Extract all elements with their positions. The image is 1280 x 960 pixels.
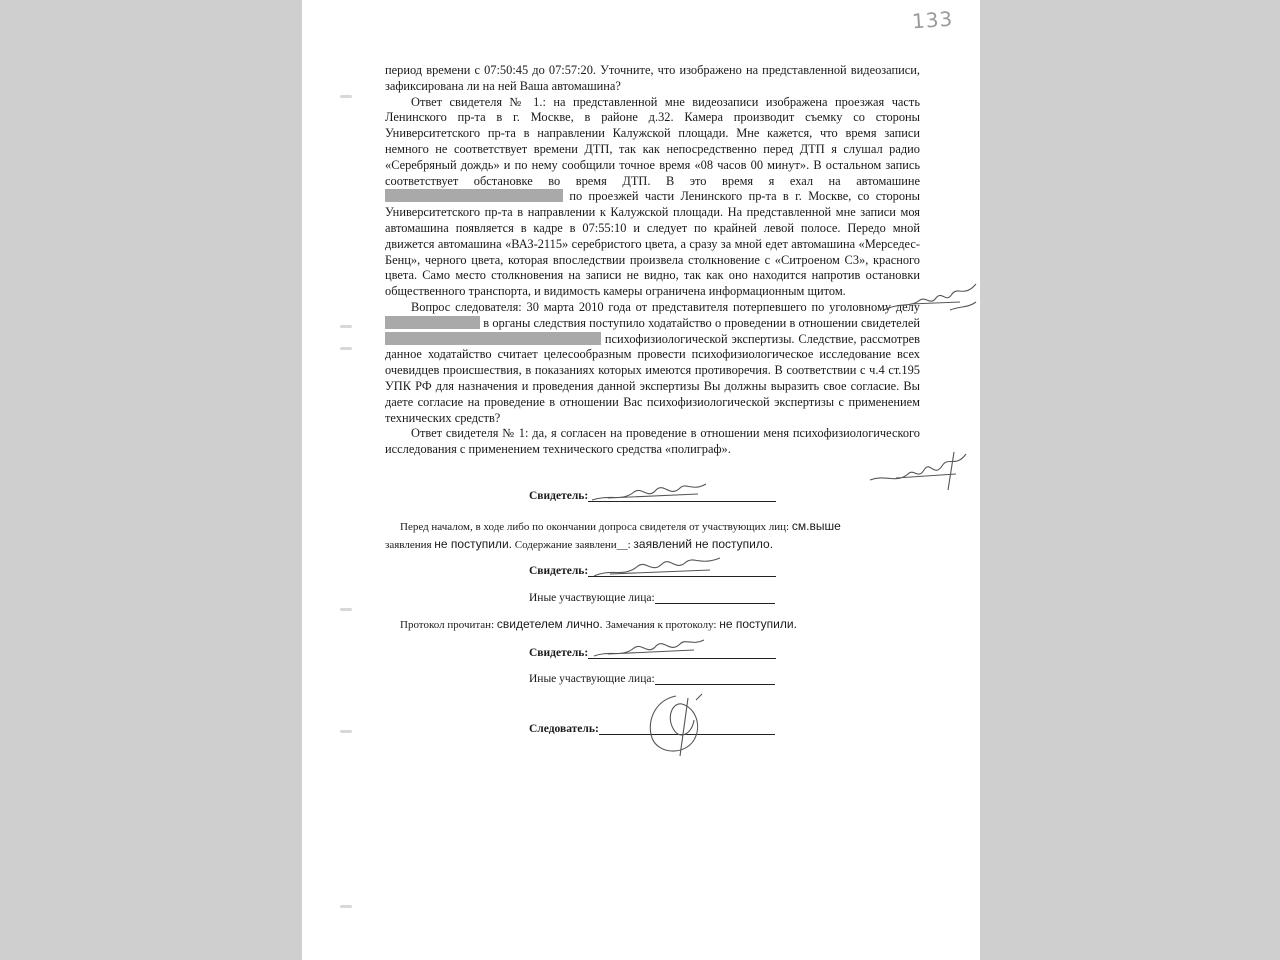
witness-signature-icon — [590, 552, 730, 582]
other-participants-label: Иные участвующие лица: — [529, 673, 655, 685]
testimony-text — [385, 63, 920, 458]
page-number: 133 — [911, 6, 954, 34]
witness-label: Свидетель: — [529, 565, 589, 577]
protocol-note: Протокол прочитан: свидетелем лично. Замечания к протоколу: не поступили. — [400, 617, 797, 631]
signature-line — [655, 589, 775, 604]
investigator-signature-icon — [636, 690, 716, 760]
punch-hole-mark — [340, 347, 352, 350]
other-participants-label: Иные участвующие лица: — [529, 592, 655, 604]
redacted-block — [385, 189, 563, 202]
margin-signature-icon — [880, 280, 980, 320]
witness-answer-1: Ответ свидетеля № 1.: на представленной мне видеозаписи изображена проезжая часть Ленинского пр-та в г. Москве, в районе д.32. Камера производит съемку со стороны Университетского пр-та в направлении Калужской площади. Мне кажется, что время записи немного не соответствует времени ДТП, так как непосредственно перед ДТП я слушал радио «Серебряный дождь» и по нему сообщили точное время «08 часов 00 минут». В остальном запись соответствует обстановке во время ДТП. В это время я ехал на автомашине по проезжей части Ленинского пр-та в г. Москве, со стороны Университетского пр-та в направлении к Калужской площади. На представленной мне записи моя автомашина появляется в кадре в 07:55:10 и следует по крайней левой полосе. Передо мной движется автомашина «ВАЗ-2115» серебристого цвета, а сразу за мной едет автомашина «Мерседес-Бенц», черного цвета, которая впоследствии произвела столкновение с «Ситроеном С3», красного цвета. Само место столкновения на записи не видно, так как оно находится напротив остановки общественного транспорта, и видимость камеры ограничена информационным щитом. — [385, 94, 920, 299]
other-participants-row — [529, 670, 775, 685]
punch-hole-mark — [340, 95, 352, 98]
question-continuation: период времени с 07:50:45 до 07:57:20. Уточните, что изображено на представленной видеозаписи, зафиксирована ли на ней Ваша автомашина? — [385, 63, 920, 93]
punch-hole-mark — [340, 905, 352, 908]
punch-hole-mark — [340, 325, 352, 328]
witness-label: Свидетель: — [529, 490, 589, 502]
redacted-block — [385, 332, 601, 345]
punch-hole-mark — [340, 730, 352, 733]
margin-signature-icon — [866, 450, 976, 495]
witness-signature-icon — [590, 634, 710, 664]
witness-answer-2: Ответ свидетеля № 1: да, я согласен на проведение в отношении меня психофизиологического исследования с применением технического средства «полиграф». — [385, 426, 920, 457]
statements-note: Перед началом, в ходе либо по окончании допроса свидетеля от участвующих лиц: см.выше заявления не поступили. Содержание заявлени__: заявлений не поступило. — [385, 519, 841, 551]
witness-label: Свидетель: — [529, 647, 589, 659]
witness-signature-icon — [588, 478, 718, 508]
signature-line — [655, 670, 775, 685]
investigator-label: Следователь: — [529, 723, 599, 735]
investigator-question: Вопрос следователя: 30 марта 2010 года от представителя потерпевшего по уголовному делу в органы следствия поступило ходатайство о проведении в отношении свидетелей психофизиологической экспертизы. Следствие, рассмотрев данное ходатайство считает целесообразным провести психофизиологическое исследование всех очевидцев происшествия, в показаниях которых имеются противоречия. В соответствии с ч.4 ст.195 УПК РФ для назначения и проведения данной экспертизы Вы должны выразить свое согласие. Вы даете согласие на проведение в отношении Вас психофизиологической экспертизы с применением технических средств? — [385, 299, 920, 425]
redacted-block — [385, 316, 480, 329]
other-participants-row — [529, 589, 775, 604]
punch-hole-mark — [340, 608, 352, 611]
